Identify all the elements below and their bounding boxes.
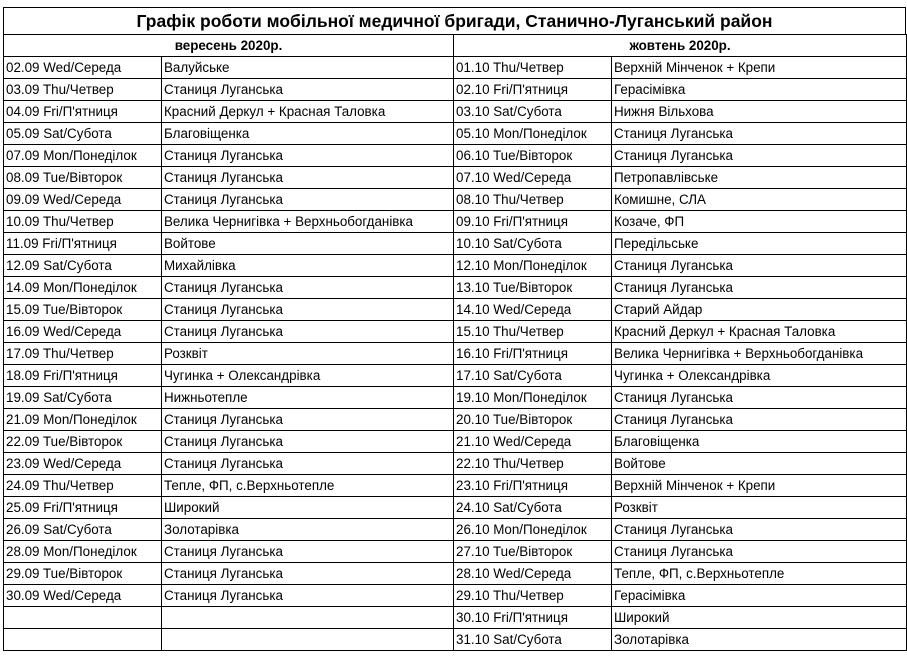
october-date-cell[interactable]: 05.10 Mon/Понеділок <box>454 123 612 145</box>
october-date-cell[interactable]: 14.10 Wed/Середа <box>454 299 612 321</box>
september-place-cell[interactable]: Войтове <box>162 233 454 255</box>
table-row <box>4 57 907 79</box>
september-place-cell[interactable]: Розквіт <box>162 343 454 365</box>
september-place-cell[interactable]: Станиця Луганська <box>162 277 454 299</box>
october-date-cell[interactable]: 20.10 Tue/Вівторок <box>454 409 612 431</box>
september-date-cell[interactable]: 05.09 Sat/Субота <box>4 123 162 145</box>
september-place-cell[interactable]: Широкий <box>162 497 454 519</box>
table-row <box>4 541 907 563</box>
schedule-sheet <box>3 7 906 651</box>
october-place-cell[interactable]: Розквіт <box>612 497 907 519</box>
october-date-cell[interactable]: 10.10 Sat/Субота <box>454 233 612 255</box>
october-date-cell[interactable]: 26.10 Mon/Понеділок <box>454 519 612 541</box>
september-date-cell[interactable] <box>4 629 162 651</box>
schedule-table <box>3 34 907 651</box>
table-row <box>4 277 907 299</box>
october-place-cell[interactable]: Станиця Луганська <box>612 123 907 145</box>
october-place-cell[interactable]: Войтове <box>612 453 907 475</box>
september-place-cell[interactable]: Красний Деркул + Красная Таловка <box>162 101 454 123</box>
september-date-cell[interactable]: 17.09 Thu/Четвер <box>4 343 162 365</box>
october-place-cell[interactable]: Передільське <box>612 233 907 255</box>
table-row <box>4 167 907 189</box>
september-place-cell[interactable]: Станиця Луганська <box>162 189 454 211</box>
september-place-cell[interactable] <box>162 607 454 629</box>
september-date-cell[interactable]: 16.09 Wed/Середа <box>4 321 162 343</box>
october-date-cell[interactable]: 01.10 Thu/Четвер <box>454 57 612 79</box>
october-date-cell[interactable]: 09.10 Fri/П'ятниця <box>454 211 612 233</box>
table-row <box>4 211 907 233</box>
october-header[interactable]: жовтень 2020р. <box>454 35 907 57</box>
september-date-cell[interactable]: 28.09 Mon/Понеділок <box>4 541 162 563</box>
september-date-cell[interactable] <box>4 607 162 629</box>
september-place-cell[interactable]: Станиця Луганська <box>162 585 454 607</box>
table-row <box>4 365 907 387</box>
table-row <box>4 299 907 321</box>
september-header[interactable]: вересень 2020р. <box>4 35 454 57</box>
october-place-cell[interactable]: Чугинка + Олександрівка <box>612 365 907 387</box>
september-place-cell[interactable]: Михайлівка <box>162 255 454 277</box>
october-place-cell[interactable]: Козаче, ФП <box>612 211 907 233</box>
september-place-cell[interactable]: Благовіщенка <box>162 123 454 145</box>
september-place-cell[interactable]: Станиця Луганська <box>162 431 454 453</box>
september-date-cell[interactable]: 11.09 Fri/П'ятниця <box>4 233 162 255</box>
september-date-cell[interactable]: 12.09 Sat/Субота <box>4 255 162 277</box>
september-place-cell[interactable]: Чугинка + Олександрівка <box>162 365 454 387</box>
october-date-cell[interactable]: 12.10 Mon/Понеділок <box>454 255 612 277</box>
october-date-cell[interactable]: 13.10 Tue/Вівторок <box>454 277 612 299</box>
october-place-cell[interactable]: Нижня Вільхова <box>612 101 907 123</box>
table-row <box>4 387 907 409</box>
october-place-cell[interactable]: Станиця Луганська <box>612 277 907 299</box>
sheet-title: Графік роботи мобільної медичної бригади, Станично-Луганський район <box>3 7 906 34</box>
september-place-cell[interactable]: Станиця Луганська <box>162 299 454 321</box>
september-date-cell[interactable]: 24.09 Thu/Четвер <box>4 475 162 497</box>
october-place-cell[interactable]: Старий Айдар <box>612 299 907 321</box>
october-place-cell[interactable]: Станиця Луганська <box>612 255 907 277</box>
table-row <box>4 497 907 519</box>
table-row <box>4 189 907 211</box>
september-date-cell[interactable]: 09.09 Wed/Середа <box>4 189 162 211</box>
september-date-cell[interactable]: 03.09 Thu/Четвер <box>4 79 162 101</box>
september-date-cell[interactable]: 26.09 Sat/Субота <box>4 519 162 541</box>
table-row <box>4 79 907 101</box>
september-place-cell[interactable]: Станиця Луганська <box>162 79 454 101</box>
table-row <box>4 123 907 145</box>
september-place-cell[interactable]: Станиця Луганська <box>162 563 454 585</box>
september-date-cell[interactable]: 29.09 Tue/Вівторок <box>4 563 162 585</box>
september-date-cell[interactable]: 04.09 Fri/П'ятниця <box>4 101 162 123</box>
table-row <box>4 607 907 629</box>
september-place-cell[interactable]: Станиця Луганська <box>162 453 454 475</box>
october-place-cell[interactable]: Станиця Луганська <box>612 541 907 563</box>
september-date-cell[interactable]: 14.09 Mon/Понеділок <box>4 277 162 299</box>
table-row <box>4 431 907 453</box>
october-place-cell[interactable]: Петропавлівське <box>612 167 907 189</box>
october-date-cell[interactable]: 15.10 Thu/Четвер <box>454 321 612 343</box>
september-place-cell[interactable]: Станиця Луганська <box>162 321 454 343</box>
month-header-row <box>4 35 907 57</box>
october-place-cell[interactable]: Верхній Мінченок + Крепи <box>612 57 907 79</box>
september-place-cell[interactable] <box>162 629 454 651</box>
october-date-cell[interactable]: 08.10 Thu/Четвер <box>454 189 612 211</box>
table-row <box>4 343 907 365</box>
table-row <box>4 255 907 277</box>
september-date-cell[interactable]: 02.09 Wed/Середа <box>4 57 162 79</box>
september-date-cell[interactable]: 15.09 Tue/Вівторок <box>4 299 162 321</box>
table-row <box>4 101 907 123</box>
october-place-cell[interactable]: Верхній Мінченок + Крепи <box>612 475 907 497</box>
october-date-cell[interactable]: 31.10 Sat/Субота <box>454 629 612 651</box>
schedule-rows <box>4 57 907 651</box>
october-date-cell[interactable]: 19.10 Mon/Понеділок <box>454 387 612 409</box>
october-place-cell[interactable]: Станиця Луганська <box>612 387 907 409</box>
table-row <box>4 453 907 475</box>
table-row <box>4 563 907 585</box>
october-place-cell[interactable]: Велика Чернигівка + Верхньобогданівка <box>612 343 907 365</box>
september-place-cell[interactable]: Станиця Луганська <box>162 167 454 189</box>
september-place-cell[interactable]: Станиця Луганська <box>162 145 454 167</box>
october-date-cell[interactable]: 24.10 Sat/Субота <box>454 497 612 519</box>
table-row <box>4 409 907 431</box>
september-date-cell[interactable]: 22.09 Tue/Вівторок <box>4 431 162 453</box>
october-place-cell[interactable]: Станиця Луганська <box>612 409 907 431</box>
october-date-cell[interactable]: 16.10 Fri/П'ятниця <box>454 343 612 365</box>
october-date-cell[interactable]: 30.10 Fri/П'ятниця <box>454 607 612 629</box>
october-date-cell[interactable]: 23.10 Fri/П'ятниця <box>454 475 612 497</box>
october-date-cell[interactable]: 02.10 Fri/П'ятниця <box>454 79 612 101</box>
september-place-cell[interactable]: Нижньотепле <box>162 387 454 409</box>
september-date-cell[interactable]: 21.09 Mon/Понеділок <box>4 409 162 431</box>
table-row <box>4 629 907 651</box>
october-date-cell[interactable]: 22.10 Thu/Четвер <box>454 453 612 475</box>
october-place-cell[interactable]: Станиця Луганська <box>612 145 907 167</box>
october-place-cell[interactable]: Станиця Луганська <box>612 519 907 541</box>
table-row <box>4 145 907 167</box>
table-row <box>4 519 907 541</box>
september-date-cell[interactable]: 08.09 Tue/Вівторок <box>4 167 162 189</box>
september-date-cell[interactable]: 18.09 Fri/П'ятниця <box>4 365 162 387</box>
september-date-cell[interactable]: 19.09 Sat/Субота <box>4 387 162 409</box>
october-place-cell[interactable]: Комишне, СЛА <box>612 189 907 211</box>
october-date-cell[interactable]: 27.10 Tue/Вівторок <box>454 541 612 563</box>
september-place-cell[interactable]: Станиця Луганська <box>162 541 454 563</box>
september-place-cell[interactable]: Валуйське <box>162 57 454 79</box>
september-place-cell[interactable]: Велика Чернигівка + Верхньобогданівка <box>162 211 454 233</box>
table-row <box>4 321 907 343</box>
october-place-cell[interactable]: Красний Деркул + Красная Таловка <box>612 321 907 343</box>
september-place-cell[interactable]: Станиця Луганська <box>162 409 454 431</box>
october-date-cell[interactable]: 06.10 Tue/Вівторок <box>454 145 612 167</box>
october-place-cell[interactable]: Широкий <box>612 607 907 629</box>
september-date-cell[interactable]: 25.09 Fri/П'ятниця <box>4 497 162 519</box>
september-place-cell[interactable]: Золотарівка <box>162 519 454 541</box>
table-row <box>4 585 907 607</box>
september-date-cell[interactable]: 23.09 Wed/Середа <box>4 453 162 475</box>
october-date-cell[interactable]: 03.10 Sat/Субота <box>454 101 612 123</box>
october-date-cell[interactable]: 07.10 Wed/Середа <box>454 167 612 189</box>
october-place-cell[interactable]: Герасімівка <box>612 585 907 607</box>
september-date-cell[interactable]: 30.09 Wed/Середа <box>4 585 162 607</box>
october-place-cell[interactable]: Герасімівка <box>612 79 907 101</box>
october-date-cell[interactable]: 29.10 Thu/Четвер <box>454 585 612 607</box>
october-place-cell[interactable]: Благовіщенка <box>612 431 907 453</box>
october-date-cell[interactable]: 17.10 Sat/Субота <box>454 365 612 387</box>
october-date-cell[interactable]: 21.10 Wed/Середа <box>454 431 612 453</box>
september-place-cell[interactable]: Тепле, ФП, с.Верхньотепле <box>162 475 454 497</box>
table-row <box>4 233 907 255</box>
table-row <box>4 475 907 497</box>
september-date-cell[interactable]: 07.09 Mon/Понеділок <box>4 145 162 167</box>
october-place-cell[interactable]: Тепле, ФП, с.Верхньотепле <box>612 563 907 585</box>
october-place-cell[interactable]: Золотарівка <box>612 629 907 651</box>
september-date-cell[interactable]: 10.09 Thu/Четвер <box>4 211 162 233</box>
october-date-cell[interactable]: 28.10 Wed/Середа <box>454 563 612 585</box>
